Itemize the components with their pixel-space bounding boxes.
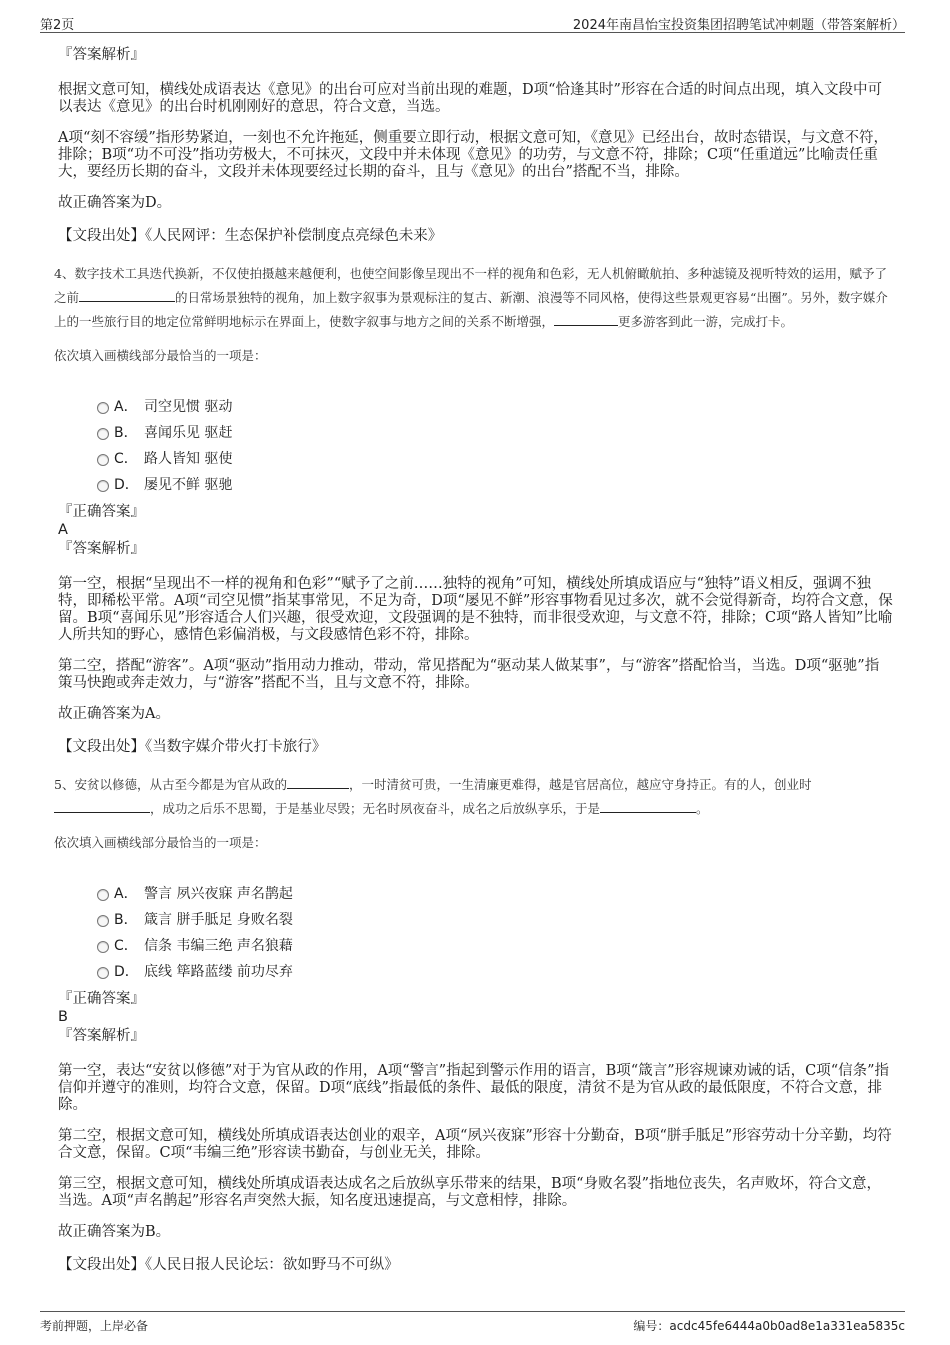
- option-d[interactable]: D． 屡见不鲜 驱驰: [58, 472, 893, 498]
- document-id: 编号：acdc45fe6444a0b0ad8e1a331ea5835c: [633, 1319, 905, 1333]
- option-d[interactable]: D． 底线 筚路蓝缕 前功尽弃: [58, 959, 893, 985]
- option-b[interactable]: B． 箴言 胼手胝足 身败名裂: [58, 907, 893, 933]
- page-content: [54, 46, 893, 1291]
- source-citation: 【文段出处】《人民网评：生态保护补偿制度点亮绿色未来》: [58, 228, 443, 244]
- analysis-heading: 『答案解析』: [58, 47, 145, 63]
- correct-answer: A: [58, 522, 68, 538]
- radio-button[interactable]: [97, 889, 109, 901]
- analysis-paragraph: 第一空，根据“呈现出不一样的视角和色彩”“赋予了之前……独特的视角”可知，横线处所填成语应与“独特”语义相反，强调不独特，即稀松平常。A项“司空见惯”指某事常见，不足为奇，D项“屡见不鲜”形容事物看见过多次，就不会觉得新奇，均符合文意，保留。B项“喜闻乐见”形容适合人们兴趣，很受欢迎，文段强调的是不独特，而非很受欢迎，与文意不符，排除；C项“路人皆知”比喻人所共知的野心，感情色彩偏消极，与文段感情色彩不符，排除。: [58, 576, 893, 643]
- question-instruction: 依次填入画横线部分最恰当的一项是：: [54, 348, 267, 363]
- document-title: 2024年南昌怡宝投资集团招聘笔试冲刺题（带答案解析）: [572, 18, 905, 33]
- radio-button[interactable]: [97, 915, 109, 927]
- analysis-heading: 『答案解析』: [58, 1028, 145, 1044]
- blank-line: [554, 311, 618, 326]
- analysis-heading: 『答案解析』: [58, 541, 145, 557]
- correct-answer-heading: 『正确答案』: [58, 991, 145, 1007]
- answer-conclusion: 故正确答案为A。: [58, 706, 170, 722]
- blank-line: [79, 287, 175, 302]
- correct-answer-heading: 『正确答案』: [58, 504, 145, 520]
- question-instruction: 依次填入画横线部分最恰当的一项是：: [54, 835, 267, 850]
- analysis-paragraph: 第二空，根据文意可知，横线处所填成语表达创业的艰辛，A项“夙兴夜寐”形容十分勤奋，B项“胼手胝足”形容劳动十分辛勤，均符合文意，保留。C项“韦编三绝”形容读书勤奋，与创业无关，排除。: [58, 1128, 892, 1161]
- radio-button[interactable]: [97, 941, 109, 953]
- question-4-text: 4、数字技术工具迭代换新，不仅使拍摄越来越便利，也使空间影像呈现出不一样的视角和色彩，无人机俯瞰航拍、多种滤镜及视听特效的运用，赋予了之前 的日常场景独特的视角，加上数字叙事为景观标注的复古、新潮、浪漫等不同风格，使得这些景观更容易“出圈”。另外，数字媒介上的一些旅行目的地定位常鲜明地标示在界面上，使数字叙事与地方之间的关系不断增强， 更多游客到此一游，完成打卡。: [54, 266, 888, 329]
- correct-answer: B: [58, 1009, 68, 1025]
- blank-line: [287, 774, 349, 789]
- question-5-text: 5、安贫以修德，从古至今都是为官从政的 ，一时清贫可贵，一生清廉更难得，越是官居高位，越应守身持正。有的人，创业时，成功之后乐不思蜀，于是基业尽毁；无名时夙夜奋斗，成名之后放纵享乐，于是 。: [54, 773, 893, 821]
- answer-conclusion: 故正确答案为B。: [58, 1224, 171, 1240]
- radio-button[interactable]: [97, 402, 109, 414]
- analysis-paragraph: 根据文意可知，横线处成语表达《意见》的出台可应对当前出现的难题，D项“恰逢其时”形容在合适的时间点出现，填入文段中可以表达《意见》的出台时机刚刚好的意思，符合文意，当选。: [58, 82, 882, 115]
- radio-button[interactable]: [97, 428, 109, 440]
- radio-button[interactable]: [97, 454, 109, 466]
- option-c[interactable]: C． 信条 韦编三绝 声名狼藉: [58, 933, 893, 959]
- answer-conclusion: 故正确答案为D。: [58, 195, 172, 211]
- analysis-paragraph: 第二空，搭配“游客”。A项“驱动”指用动力推动，带动，常见搭配为“驱动某人做某事”，与“游客”搭配恰当，当选。D项“驱驰”指策马快跑或奔走效力，与“游客”搭配不当，且与文意不符，排除。: [58, 658, 880, 691]
- footer-slogan: 考前押题，上岸必备: [40, 1319, 149, 1333]
- blank-line: [600, 798, 696, 813]
- question-4-options: [58, 394, 893, 498]
- page-number: 第2页: [40, 18, 75, 33]
- page-header: [40, 10, 905, 33]
- question-5-options: [58, 881, 893, 985]
- option-a[interactable]: A． 司空见惯 驱动: [58, 394, 893, 420]
- radio-button[interactable]: [97, 480, 109, 492]
- analysis-paragraph: A项“刻不容缓”指形势紧迫，一刻也不允许拖延，侧重要立即行动，根据文意可知，《意见》已经出台，故时态错误，与文意不符，排除；B项“功不可没”指功劳极大，不可抹灭，文段中并未体现《意见》的功劳，与文意不符，排除；C项“任重道远”比喻责任重大，要经历长期的奋斗，文段并未体现要经过长期的奋斗，且与《意见》的出台”搭配不当，排除。: [58, 130, 889, 180]
- analysis-paragraph: 第三空，根据文意可知，横线处所填成语表达成名之后放纵享乐带来的结果，B项“身败名裂”指地位丧失，名声败坏，符合文意，当选。A项“声名鹊起”形容名声突然大振，知名度迅速提高，与文意相悖，排除。: [58, 1176, 881, 1209]
- blank-line: [54, 798, 150, 813]
- option-c[interactable]: C． 路人皆知 驱使: [58, 446, 893, 472]
- radio-button[interactable]: [97, 967, 109, 979]
- option-a[interactable]: A． 警言 夙兴夜寐 声名鹊起: [58, 881, 893, 907]
- option-b[interactable]: B． 喜闻乐见 驱赶: [58, 420, 893, 446]
- source-citation: 【文段出处】《人民日报人民论坛：欲如野马不可纵》: [58, 1257, 399, 1273]
- analysis-paragraph: 第一空，表达“安贫以修德”对于为官从政的作用，A项“警言”指起到警示作用的语言，B项“箴言”形容规谏劝诫的话，C项“信条”指信仰并遵守的准则，均符合文意，保留。D项“底线”指最低的条件、最低的限度，清贫不是为官从政的最低限度，不符合文意，排除。: [58, 1063, 890, 1113]
- page-footer: [40, 1311, 905, 1340]
- source-citation: 【文段出处】《当数字媒介带火打卡旅行》: [58, 739, 327, 755]
